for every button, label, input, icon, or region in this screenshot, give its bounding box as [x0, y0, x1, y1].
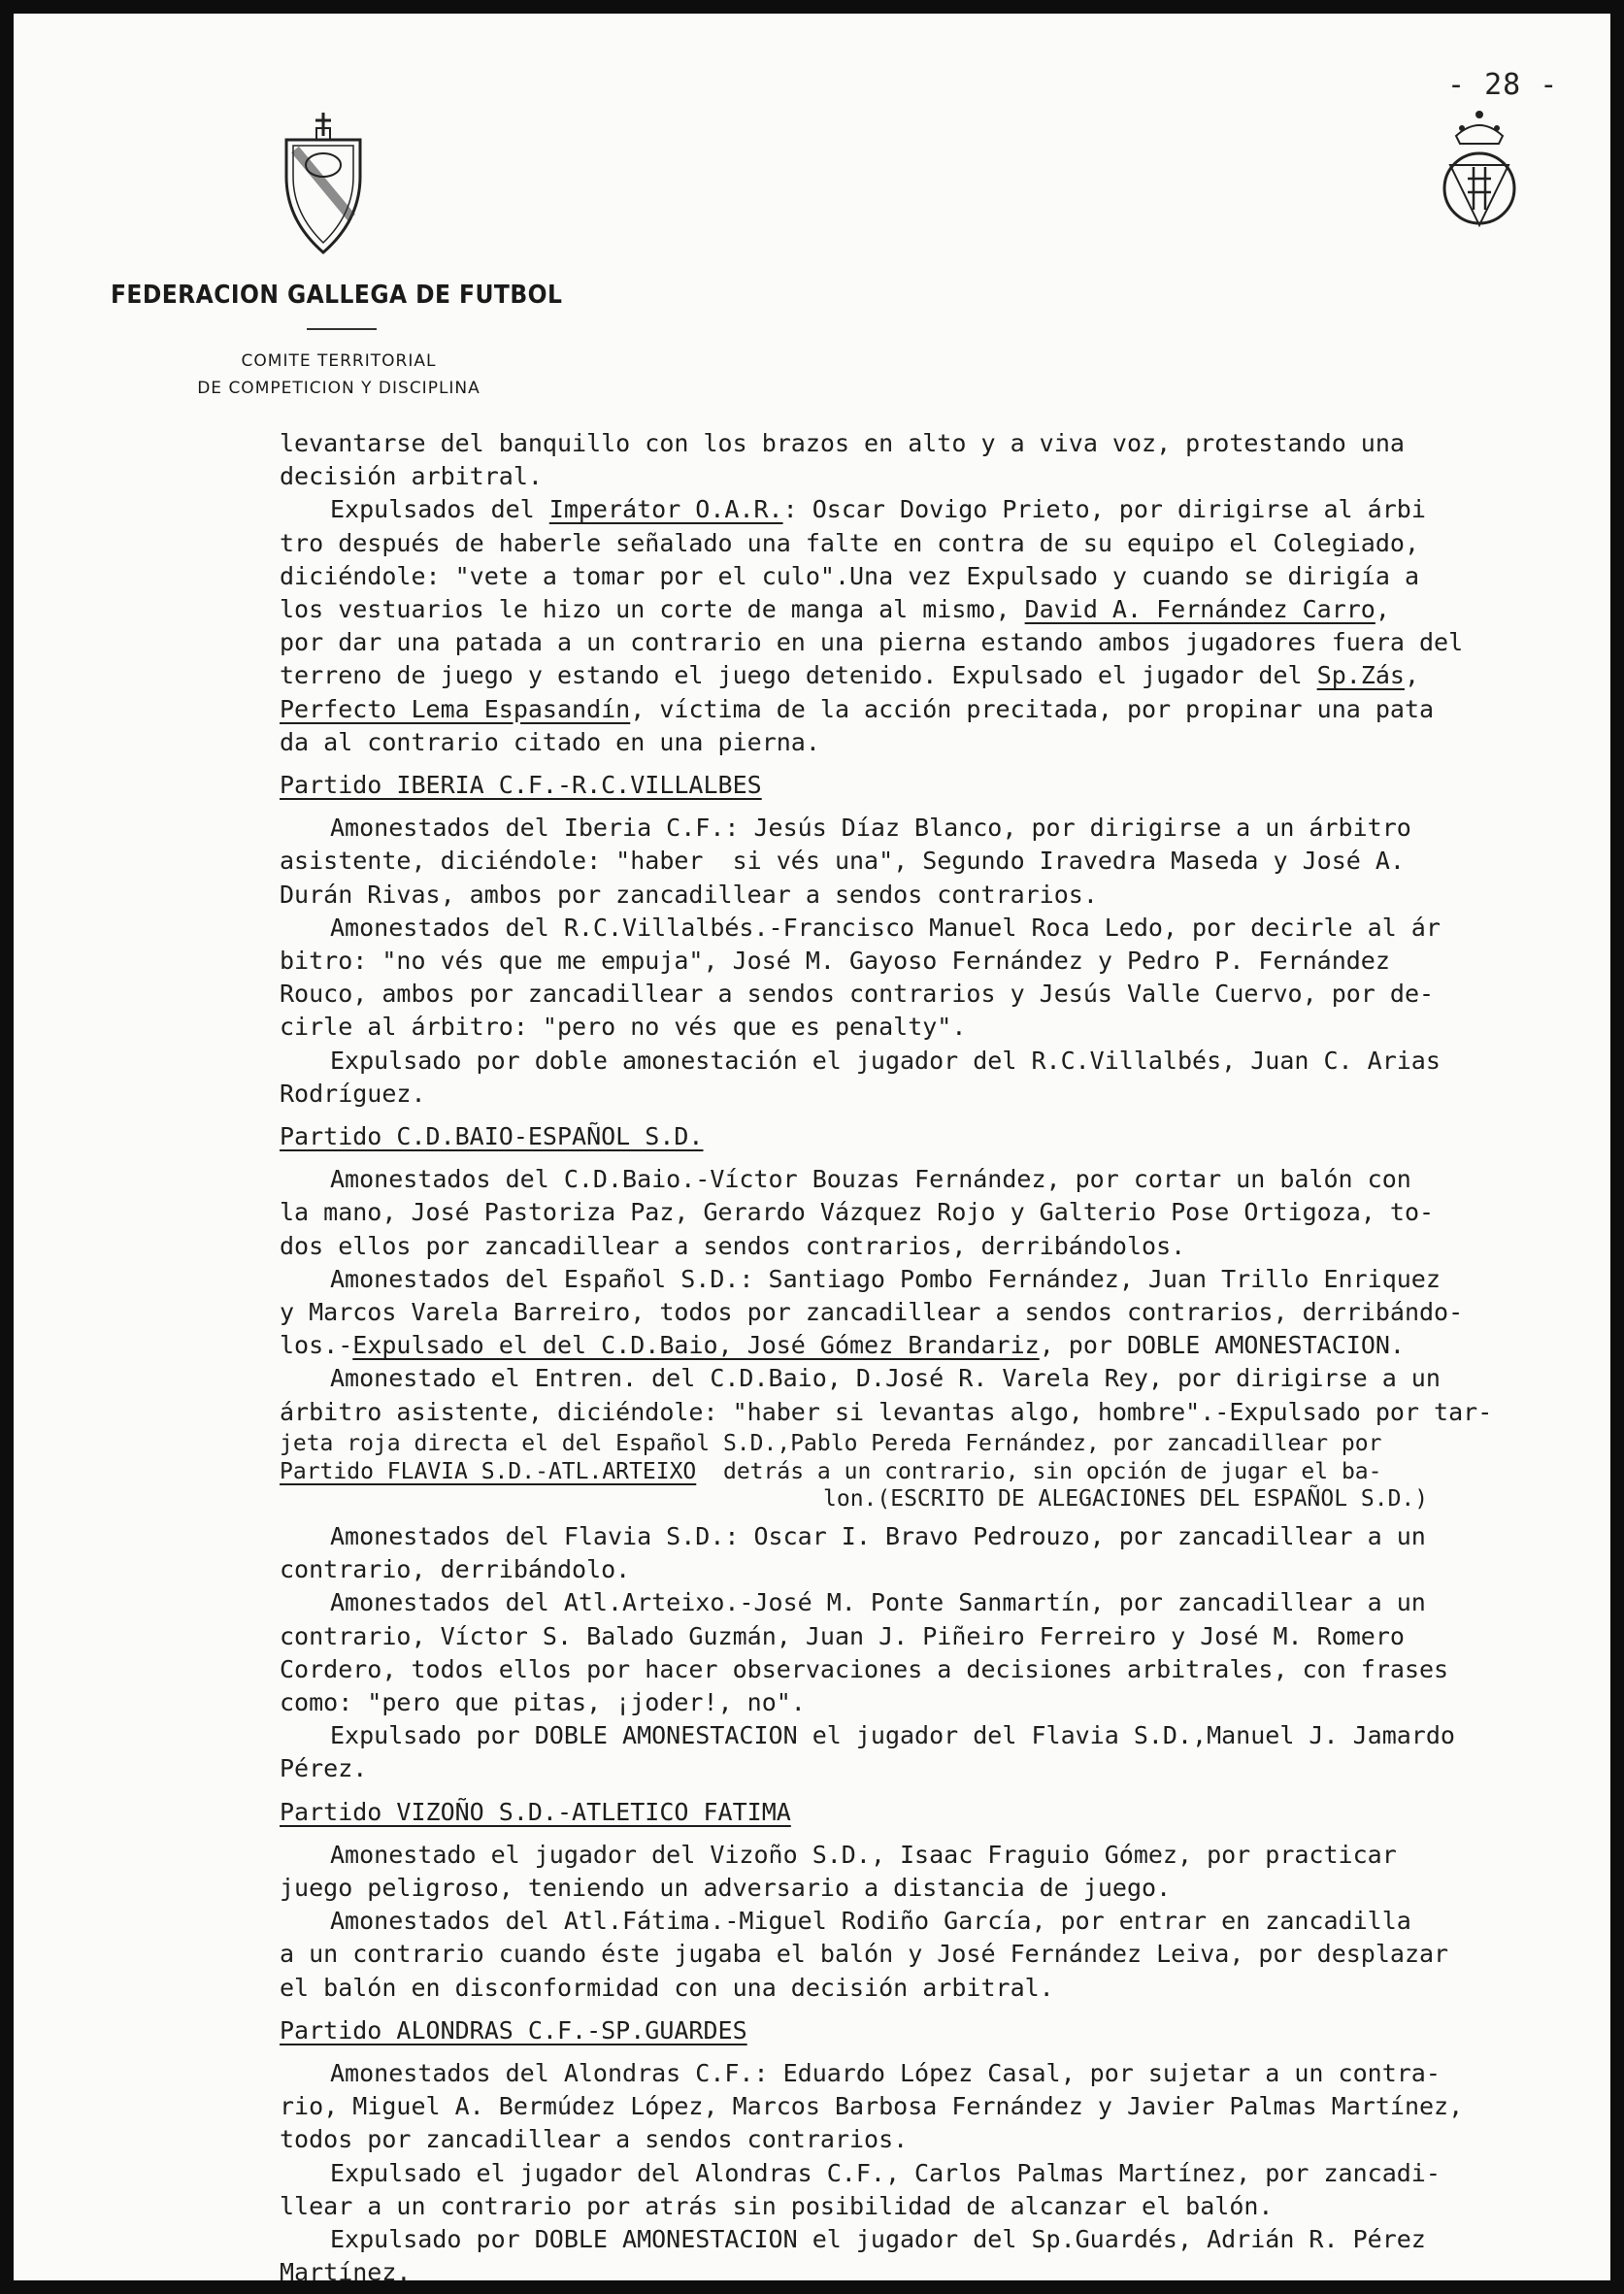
- text-line: juego peligroso, teniendo un adversario a distancia de juego.: [280, 1873, 1172, 1902]
- text-line: Amonestados del Iberia C.F.: Jesús Díaz Blanco, por dirigirse a un árbitro: [330, 814, 1411, 843]
- text-line: Cordero, todos ellos por hacer observaciones a decisiones arbitrales, con frases: [280, 1654, 1449, 1683]
- match-heading: Partido IBERIA C.F.-R.C.VILLALBES: [280, 771, 762, 800]
- text-line: la mano, José Pastoriza Paz, Gerardo Vázquez Rojo y Galterio Pose Ortigoza, to-: [280, 1198, 1435, 1227]
- text-line: decisión arbitral.: [280, 462, 543, 491]
- page-number: - 28 -: [1447, 68, 1559, 102]
- text-line: el balón en disconformidad con una decisión arbitral.: [280, 1973, 1054, 2002]
- text-line: los vestuarios le hizo un corte de manga al mismo, David A. Fernández Carro,: [280, 595, 1390, 624]
- text-line: jeta roja directa el del Español S.D.,Pablo Pereda Fernández, por zancadillear por: [280, 1430, 1382, 1456]
- text-line: asistente, diciéndole: "haber si vés una", Segundo Iravedra Maseda y José A.: [280, 847, 1405, 876]
- player-name: Perfecto Lema Espasandín: [280, 694, 631, 723]
- text-line: árbitro asistente, diciéndole: "haber si levantas algo, hombre".-Expulsado por tar-: [280, 1397, 1493, 1426]
- text-line: Amonestados del R.C.Villalbés.-Francisco Manuel Roca Ledo, por decirle al ár: [330, 913, 1441, 942]
- text-line: todos por zancadillear a sendos contrarios.: [280, 2125, 909, 2154]
- text-line: tro después de haberle señalado una falte en contra de su equipo el Colegiado,: [280, 528, 1419, 557]
- text-line: Amonestados del Flavia S.D.: Oscar I. Bravo Pedrouzo, por zancadillear a un: [330, 1521, 1426, 1550]
- text-line: Expulsado por DOBLE AMONESTACION el jugador del Flavia S.D.,Manuel J. Jamardo: [330, 1721, 1455, 1750]
- federation-shield-logo: [282, 109, 365, 254]
- text-line: Perfecto Lema Espasandín, víctima de la acción precitada, por propinar una pata: [280, 694, 1435, 723]
- text-line: levantarse del banquillo con los brazos en alto y a viva voz, protestando una: [280, 429, 1405, 457]
- text-line: Amonestados del C.D.Baio.-Víctor Bouzas Fernández, por cortar un balón con: [330, 1165, 1411, 1194]
- text-line: Expulsado el jugador del Alondras C.F., Carlos Palmas Martínez, por zancadi-: [330, 2158, 1441, 2187]
- federation-name: FEDERACION GALLEGA DE FUTBOL: [111, 281, 563, 310]
- text-line: Amonestados del Atl.Fátima.-Miguel Rodiño García, por entrar en zancadilla: [330, 1907, 1411, 1936]
- text-line: Martínez.: [280, 2258, 412, 2280]
- committee-line-2: DE COMPETICION Y DISCIPLINA: [197, 379, 481, 398]
- text-line: Amonestado el jugador del Vizoño S.D., Isaac Fraguio Gómez, por practicar: [330, 1840, 1397, 1869]
- expelled-note: Expulsado el del C.D.Baio, José Gómez Brandariz: [352, 1331, 1040, 1360]
- text-line: da al contrario citado en una pierna.: [280, 727, 820, 756]
- match-heading: Partido FLAVIA S.D.-ATL.ARTEIXO: [280, 1458, 697, 1484]
- text-line: Expulsado por DOBLE AMONESTACION el jugador del Sp.Guardés, Adrián R. Pérez: [330, 2224, 1426, 2253]
- club-name: Imperátor O.A.R.: [548, 495, 783, 524]
- committee-name: [145, 348, 533, 402]
- text-line: contrario, Víctor S. Balado Guzmán, Juan J. Piñeiro Ferreiro y José M. Romero: [280, 1621, 1405, 1650]
- text-line: contrario, derribándolo.: [280, 1555, 631, 1584]
- text-line: Amonestados del Alondras C.F.: Eduardo López Casal, por sujetar a un contra-: [330, 2058, 1441, 2087]
- text-line: Expulsado por doble amonestación el jugador del R.C.Villalbés, Juan C. Arias: [330, 1046, 1441, 1075]
- text-line: Amonestados del Atl.Arteixo.-José M. Ponte Sanmartín, por zancadillear a un: [330, 1588, 1426, 1617]
- text-line: Durán Rivas, ambos por zancadillear a sendos contrarios.: [280, 880, 1098, 909]
- text-line: Pérez.: [280, 1754, 368, 1783]
- text-line: a un contrario cuando éste jugaba el balón y José Fernández Leiva, por desplazar: [280, 1940, 1449, 1969]
- text-line: terreno de juego y estando el juego detenido. Expulsado el jugador del Sp.Zás,: [280, 661, 1420, 690]
- document-body: [280, 427, 1609, 2280]
- text-line: por dar una patada a un contrario en una pierna estando ambos jugadores fuera del: [280, 628, 1464, 657]
- match-heading: Partido VIZOÑO S.D.-ATLETICO FATIMA: [280, 1797, 791, 1826]
- document-page: [14, 14, 1610, 2280]
- text-line: y Marcos Varela Barreiro, todos por zancadillear a sendos contrarios, derribándo-: [280, 1298, 1464, 1327]
- text-line: Expulsados del Imperátor O.A.R.: Oscar Dovigo Prieto, por dirigirse al árbi: [330, 495, 1426, 524]
- text-line: como: "pero que pitas, ¡joder!, no".: [280, 1687, 806, 1716]
- text-line: lon.(ESCRITO DE ALEGACIONES DEL ESPAÑOL S.D.): [823, 1485, 1429, 1512]
- text-line: rio, Miguel A. Bermúdez López, Marcos Barbosa Fernández y Javier Palmas Martínez,: [280, 2092, 1464, 2121]
- text-line: llear a un contrario por atrás sin posibilidad de alcanzar el balón.: [280, 2191, 1274, 2220]
- text-line: cirle al árbitro: "pero no vés que es penalty".: [280, 1013, 967, 1042]
- text-line: Amonestado el Entren. del C.D.Baio, D.José R. Varela Rey, por dirigirse a un: [330, 1364, 1441, 1393]
- text-line: bitro: "no vés que me empuja", José M. Gayoso Fernández y Pedro P. Fernández: [280, 947, 1390, 976]
- text-line: Rodríguez.: [280, 1079, 426, 1108]
- crown-crest-logo: [1439, 101, 1520, 233]
- text-line: Partido FLAVIA S.D.-ATL.ARTEIXO detrás a un contrario, sin opción de jugar el ba-: [280, 1458, 1382, 1484]
- text-line: Amonestados del Español S.D.: Santiago Pombo Fernández, Juan Trillo Enriquez: [330, 1264, 1441, 1293]
- match-heading: Partido ALONDRAS C.F.-SP.GUARDES: [280, 2015, 747, 2045]
- committee-line-1: COMITE TERRITORIAL: [241, 351, 437, 371]
- club-name: Sp.Zás: [1316, 661, 1405, 690]
- text-line: Rouco, ambos por zancadillear a sendos contrarios y Jesús Valle Cuervo, por de-: [280, 980, 1435, 1009]
- match-heading: Partido C.D.BAIO-ESPAÑOL S.D.: [280, 1122, 704, 1151]
- header-divider: [307, 328, 377, 330]
- player-name: David A. Fernández Carro: [1024, 595, 1375, 624]
- text-line: dos ellos por zancadillear a sendos contrarios, derribándolos.: [280, 1231, 1186, 1260]
- text-line: los.-Expulsado el del C.D.Baio, José Gómez Brandariz, por DOBLE AMONESTACION.: [280, 1331, 1405, 1360]
- text-line: diciéndole: "vete a tomar por el culo".Una vez Expulsado y cuando se dirigía a: [280, 561, 1419, 590]
